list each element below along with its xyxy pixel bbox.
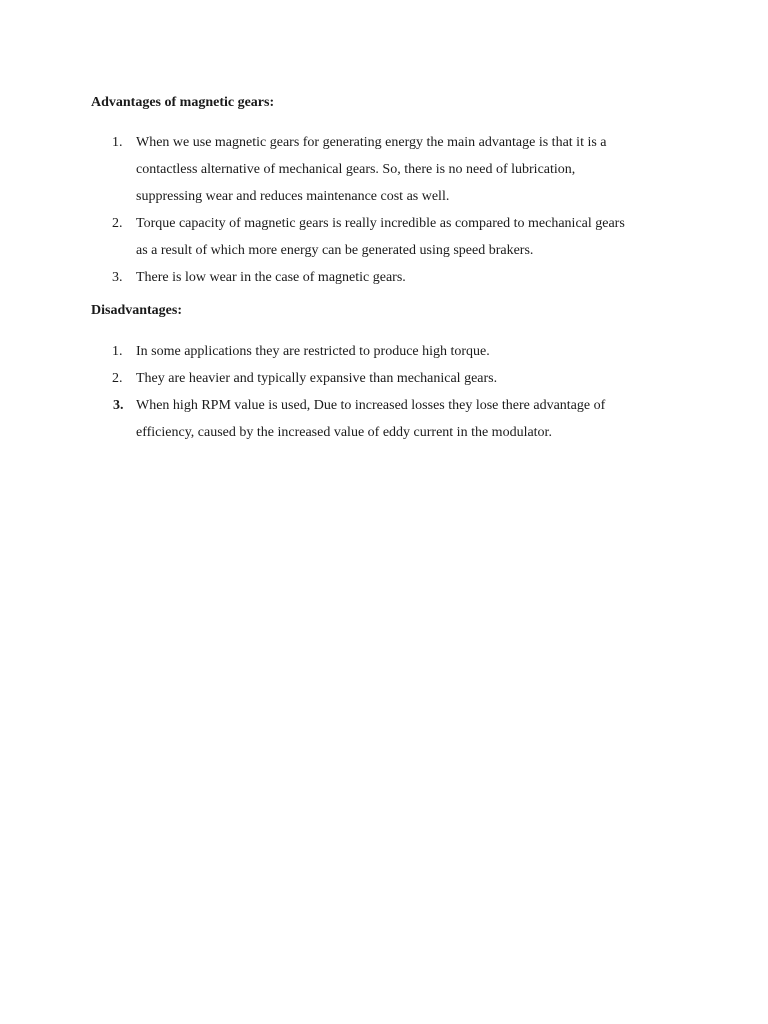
list-item: [0, 392, 768, 446]
text-line: contactless alternative of mechanical gears. So, there is no need of lubrication,: [136, 162, 576, 177]
item-number: 2.: [112, 371, 123, 386]
item-number: 1.: [112, 135, 123, 150]
item-text: [136, 338, 670, 365]
text-line: Torque capacity of magnetic gears is really incredible as compared to mechanical gears: [136, 216, 625, 231]
advantages-list: [0, 129, 768, 291]
text-line: efficiency, caused by the increased value of eddy current in the modulator.: [136, 425, 552, 440]
list-item: [0, 365, 768, 392]
item-number: 2.: [112, 216, 123, 231]
item-text: [136, 365, 670, 392]
list-item: [0, 210, 768, 264]
text-line: When we use magnetic gears for generating energy the main advantage is that it is a: [136, 135, 607, 150]
list-item: [0, 338, 768, 365]
advantages-heading: Advantages of magnetic gears:: [91, 95, 275, 110]
item-number: 3.: [112, 270, 123, 285]
text-line: They are heavier and typically expansive than mechanical gears.: [136, 371, 498, 386]
item-text: [136, 210, 670, 264]
item-number: 3.: [113, 398, 124, 413]
item-text: [136, 129, 670, 210]
text-line: In some applications they are restricted to produce high torque.: [136, 344, 490, 359]
item-text: [136, 264, 670, 291]
text-line: When high RPM value is used, Due to increased losses they lose there advantage of: [136, 398, 606, 413]
text-line: There is low wear in the case of magnetic gears.: [136, 270, 406, 285]
item-text: [136, 392, 670, 446]
disadvantages-list: [0, 338, 768, 446]
list-item: [0, 264, 768, 291]
text-line: suppressing wear and reduces maintenance cost as well.: [136, 189, 450, 204]
disadvantages-heading: Disadvantages:: [91, 303, 183, 318]
text-line: as a result of which more energy can be generated using speed brakers.: [136, 243, 534, 258]
list-item: [0, 129, 768, 210]
item-number: 1.: [112, 344, 123, 359]
